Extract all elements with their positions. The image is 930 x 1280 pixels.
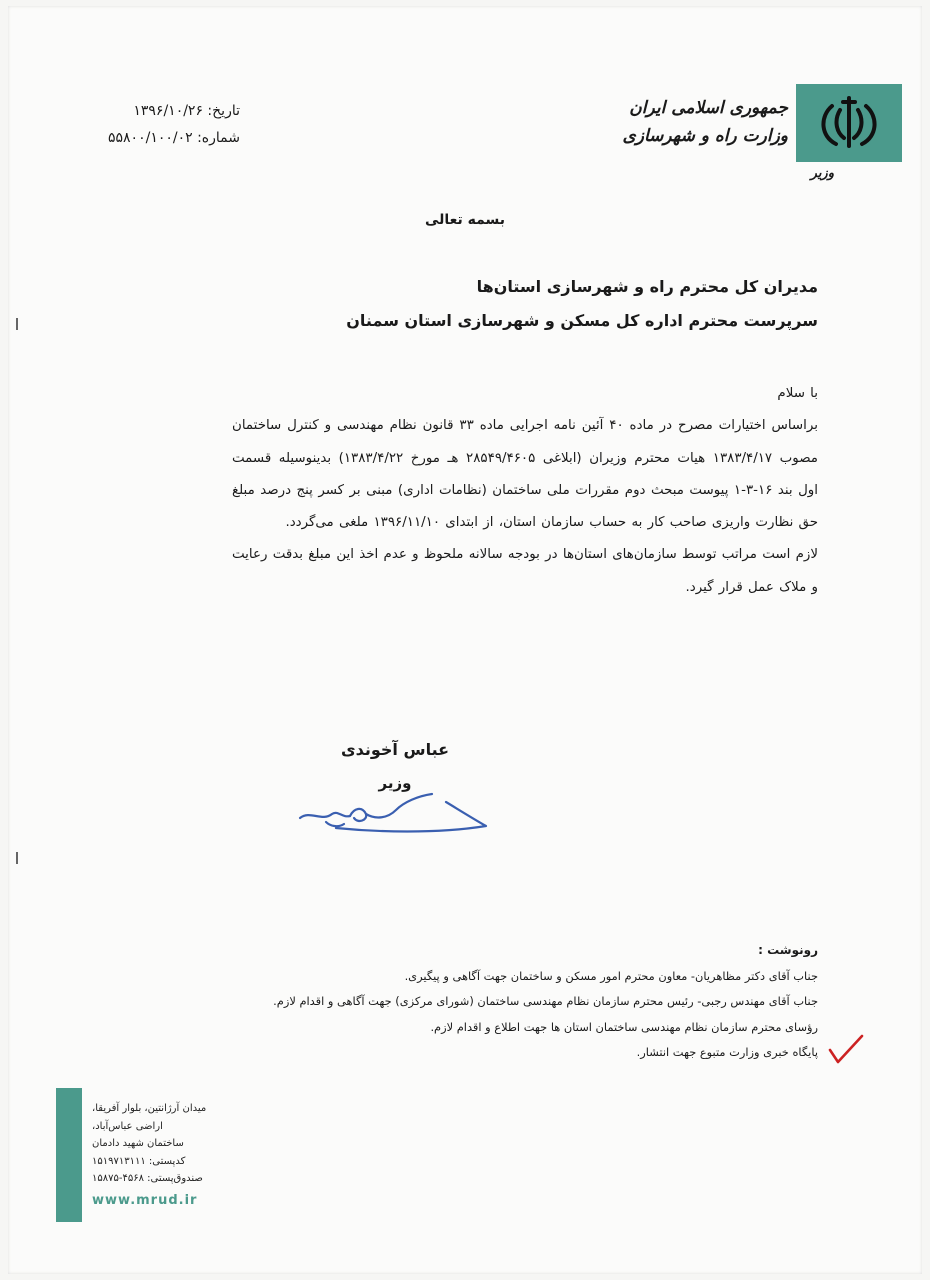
- cc-item-2: جناب آقای مهندس رجبی- رئیس محترم سازمان نظام مهندسی ساختمان (شورای مرکزی) جهت آگاهی و اقدام لازم.: [273, 994, 818, 1009]
- website-url[interactable]: www.mrud.ir: [92, 1193, 198, 1208]
- cc-item-4: پایگاه خبری وزارت متبوع جهت انتشار.: [636, 1045, 818, 1060]
- address-line-4: کدپستی: ۱۵۱۹۷۱۳۱۱۱: [92, 1155, 186, 1167]
- ministry-emblem: [796, 84, 902, 162]
- minister-tag: وزیر: [810, 166, 834, 181]
- recipient-2: سرپرست محترم اداره کل مسکن و شهرسازی استان سمنان: [346, 311, 818, 330]
- address-line-3: ساختمان شهید دادمان: [92, 1138, 184, 1150]
- fold-mark-top: [16, 318, 18, 330]
- iran-emblem-icon: [812, 92, 886, 154]
- number-label: شماره:: [197, 130, 240, 146]
- number-row: [90, 125, 240, 152]
- cc-title: رونوشت :: [758, 943, 818, 957]
- footer-address: [92, 1100, 222, 1188]
- bismillah: بسمه تعالی: [424, 212, 506, 228]
- fold-mark-bottom: [16, 852, 18, 864]
- number-value: ۵۵۸۰۰/۱۰۰/۰۲: [108, 130, 193, 146]
- signer-name: عباس آخوندی: [340, 740, 450, 759]
- date-label: تاریخ:: [207, 103, 240, 119]
- check-mark-icon: [826, 1032, 866, 1066]
- ministry-line-2: وزارت راه و شهرسازی: [622, 126, 788, 146]
- ministry-line-1: جمهوری اسلامی ایران: [629, 98, 788, 118]
- signer-title: وزیر: [378, 774, 412, 792]
- address-line-1: میدان آرژانتین، بلوار آفریقا،: [92, 1103, 207, 1114]
- address-line-2: اراضی عباس‌آباد،: [92, 1120, 163, 1132]
- handwritten-signature: [296, 788, 496, 844]
- letter-body: [232, 378, 818, 604]
- address-line-5: صندوق‌پستی: ۴۵۶۸-۱۵۸۷۵: [92, 1173, 203, 1185]
- body-paragraph-1: براساس اختیارات مصرح در ماده ۴۰ آئین نامه اجرایی ماده ۳۳ قانون نظام مهندسی و کنترل ساختمان مصوب ۱۳۸۳/۴/۱۷ هیات محترم وزیران (ابلاغی ۲۸۵۴۹/۴۶۰۵ هـ مورخ ۱۳۸۳/۴/۲۲) بدینوسیله قسمت اول بند ۱۶-۳-۱ پیوست مبحث دوم مقررات ملی ساختمان (نظامات اداری) مبنی بر کسر پنج درصد مبلغ حق نظارت واریزی صاحب کار به حساب سازمان استان، از ابتدای ۱۳۹۶/۱۱/۱۰ ملغی می‌گردد.: [232, 418, 818, 531]
- cc-block: [98, 938, 818, 1066]
- recipient-1: مدیران کل محترم راه و شهرسازی استان‌ها: [476, 277, 818, 296]
- cc-item-1: جناب آقای دکتر مظاهریان- معاون محترم امور مسکن و ساختمان جهت آگاهی و پیگیری.: [404, 968, 818, 983]
- body-paragraph-2: لازم است مراتب توسط سازمان‌های استان‌ها در بودجه سالانه ملحوظ و عدم اخذ این مبلغ بدقت رعایت و ملاک عمل قرار گیرد.: [232, 547, 818, 595]
- footer-accent-bar: [56, 1088, 82, 1222]
- date-row: [90, 98, 240, 125]
- letter-page: [8, 6, 922, 1274]
- greeting: با سلام: [777, 386, 818, 401]
- ministry-name: [588, 94, 788, 150]
- letter-meta: [90, 98, 240, 152]
- date-value: ۱۳۹۶/۱۰/۲۶: [133, 103, 203, 119]
- recipients: [346, 270, 818, 338]
- cc-item-3: رؤسای محترم سازمان نظام مهندسی ساختمان استان ها جهت اطلاع و اقدام لازم.: [430, 1019, 818, 1034]
